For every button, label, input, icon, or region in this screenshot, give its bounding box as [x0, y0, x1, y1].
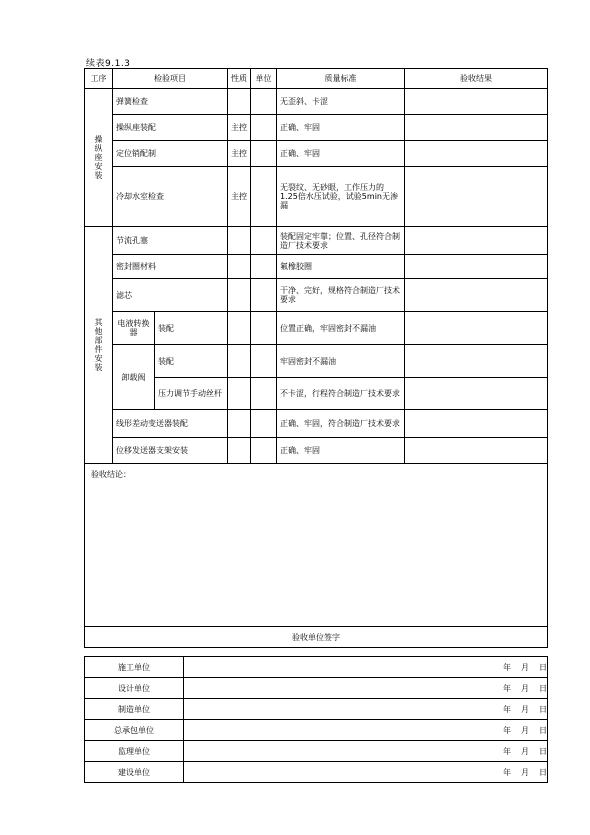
nature-cell	[228, 312, 251, 345]
header-process: 工序	[85, 69, 113, 89]
item-cell: 冷却水室检查	[113, 167, 228, 227]
table-row	[85, 410, 548, 438]
result-cell[interactable]	[405, 378, 548, 410]
signature-title-row	[85, 627, 548, 648]
header-item: 检验项目	[113, 69, 228, 89]
signer-row	[85, 699, 548, 720]
unit-cell	[251, 312, 277, 345]
nature-cell	[228, 255, 251, 279]
unit-cell	[251, 438, 277, 464]
standard-cell: 干净、完好，规格符合制造厂技术要求	[277, 279, 405, 312]
conclusion-row	[85, 464, 548, 627]
standard-cell: 正确、牢固	[277, 438, 405, 464]
unit-cell	[251, 167, 277, 227]
result-cell[interactable]	[405, 345, 548, 378]
result-cell[interactable]	[405, 167, 548, 227]
table-row	[85, 312, 548, 345]
unit-cell	[251, 255, 277, 279]
nature-cell: 主控	[228, 115, 251, 141]
standard-cell: 不卡涩，行程符合制造厂技术要求	[277, 378, 405, 410]
table-row	[85, 167, 548, 227]
header-row	[85, 69, 548, 89]
sub-item-cell: 压力调节手动丝杆	[155, 378, 228, 410]
section-title-control-seat: 操纵座安装	[85, 89, 113, 227]
conclusion-label: 验收结论：	[91, 470, 131, 479]
item-cell: 节流孔塞	[113, 227, 228, 255]
result-cell[interactable]	[405, 438, 548, 464]
result-cell[interactable]	[405, 115, 548, 141]
item-cell: 滤芯	[113, 279, 228, 312]
signer-row	[85, 657, 548, 678]
standard-cell: 正确、牢固	[277, 141, 405, 167]
signer-name: 施工单位	[85, 657, 184, 678]
table-row	[85, 438, 548, 464]
signer-name: 总承包单位	[85, 720, 184, 741]
unit-cell	[251, 410, 277, 438]
item-cell: 密封圈材料	[113, 255, 228, 279]
header-nature: 性质	[228, 69, 251, 89]
signer-name: 制造单位	[85, 699, 184, 720]
standard-cell: 正确、牢固	[277, 115, 405, 141]
nature-cell	[228, 89, 251, 115]
nature-cell	[228, 410, 251, 438]
signature-date-field[interactable]: 年 月 日	[184, 741, 548, 762]
result-cell[interactable]	[405, 279, 548, 312]
standard-cell: 无裂纹、无砂眼，工作压力的1.25倍水压试验，试验5min无渗漏	[277, 167, 405, 227]
result-cell[interactable]	[405, 89, 548, 115]
nature-cell	[228, 279, 251, 312]
item-cell: 线形差动变送器装配	[113, 410, 228, 438]
result-cell[interactable]	[405, 255, 548, 279]
table-row	[85, 115, 548, 141]
standard-cell: 装配固定牢靠；位置、孔径符合制造厂技术要求	[277, 227, 405, 255]
nature-cell	[228, 227, 251, 255]
sub-item-cell: 装配	[155, 312, 228, 345]
sub-item-cell: 装配	[155, 345, 228, 378]
table-row	[85, 255, 548, 279]
item-cell: 操纵座装配	[113, 115, 228, 141]
standard-cell: 正确、牢固，符合制造厂技术要求	[277, 410, 405, 438]
signature-date-field[interactable]: 年 月 日	[184, 678, 548, 699]
inspection-table	[84, 68, 548, 648]
unit-cell	[251, 141, 277, 167]
signer-name: 建设单位	[85, 762, 184, 783]
unit-cell	[251, 227, 277, 255]
signature-date-field[interactable]: 年 月 日	[184, 699, 548, 720]
signer-name: 设计单位	[85, 678, 184, 699]
result-cell[interactable]	[405, 227, 548, 255]
standard-cell: 位置正确，牢固密封不漏油	[277, 312, 405, 345]
nature-cell: 主控	[228, 167, 251, 227]
result-cell[interactable]	[405, 410, 548, 438]
table-row	[85, 227, 548, 255]
header-result: 验收结果	[405, 69, 548, 89]
table-row	[85, 279, 548, 312]
signature-date-field[interactable]: 年 月 日	[184, 720, 548, 741]
unit-cell	[251, 279, 277, 312]
signature-title: 验收单位签字	[85, 627, 548, 648]
section-title-other-parts: 其他部件安装	[85, 227, 113, 464]
signer-row	[85, 741, 548, 762]
signature-table	[84, 656, 548, 783]
table-id: 续表9.1.3	[86, 59, 131, 69]
signature-date-field[interactable]: 年 月 日	[184, 762, 548, 783]
table-row	[85, 89, 548, 115]
table-row	[85, 141, 548, 167]
nature-cell	[228, 345, 251, 378]
item-cell: 位移发送器支架安装	[113, 438, 228, 464]
table-row	[85, 345, 548, 378]
item-cell: 弹簧检查	[113, 89, 228, 115]
signature-date-field[interactable]: 年 月 日	[184, 657, 548, 678]
header-unit: 单位	[251, 69, 277, 89]
unit-cell	[251, 115, 277, 141]
item-cell: 定位销配制	[113, 141, 228, 167]
unit-cell	[251, 89, 277, 115]
standard-cell: 牢固密封不漏油	[277, 345, 405, 378]
standard-cell: 氟橡胶圈	[277, 255, 405, 279]
standard-cell: 无歪斜、卡涩	[277, 89, 405, 115]
unit-cell	[251, 345, 277, 378]
result-cell[interactable]	[405, 141, 548, 167]
table-row	[85, 378, 548, 410]
group-cell-ehc: 电液转换器	[113, 312, 155, 345]
signer-name: 监理单位	[85, 741, 184, 762]
result-cell[interactable]	[405, 312, 548, 345]
signer-row	[85, 720, 548, 741]
nature-cell: 主控	[228, 141, 251, 167]
signer-row	[85, 678, 548, 699]
nature-cell	[228, 438, 251, 464]
header-standard: 质量标准	[277, 69, 405, 89]
conclusion-area[interactable]	[85, 464, 548, 627]
unit-cell	[251, 378, 277, 410]
signer-row	[85, 762, 548, 783]
nature-cell	[228, 378, 251, 410]
group-cell-unload-valve: 卸载阀	[113, 345, 155, 410]
